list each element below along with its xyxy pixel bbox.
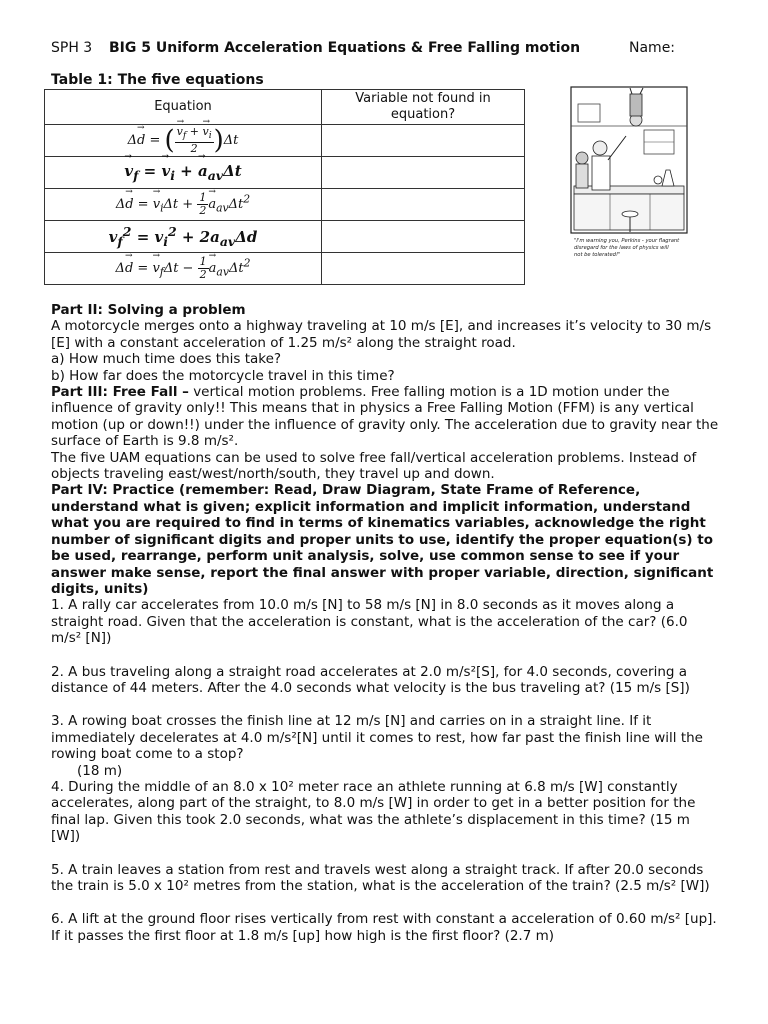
header (51, 40, 751, 60)
question-6: 6. A lift at the ground floor rises vertically from rest with constant a acceleration of 0.60 m/s² [up]. If it passes the first floor at 1.8 m/s [up] how high is the first floor? (2.7 m) (51, 911, 717, 944)
spacer (51, 696, 721, 713)
part3-text2: The five UAM equations can be used to solve free fall/vertical acceleration problems. Instead of objects traveling east/west/north/south, they travel up and down. (51, 449, 697, 483)
worksheet-title: BIG 5 Uniform Acceleration Equations & Free Falling motion (109, 40, 581, 56)
part2-heading: Part II: Solving a problem (51, 302, 246, 318)
equation-1: Δ→ d = ( → $\frac{v_f + \to v_i}{2}$ )Δt (128, 133, 239, 148)
table-row (45, 189, 525, 221)
equation-cell (45, 125, 322, 157)
answer-cell[interactable] (322, 125, 525, 157)
table-caption: Table 1: The five equations (51, 72, 264, 88)
equation-5: Δ→ d = → $v_f\Delta t$ − $\frac{1}{2}$ → $a_{av}\Delta t^2$ (116, 261, 251, 276)
variable-column-header: Variable not found in equation? (322, 90, 525, 125)
table-row (45, 157, 525, 189)
table-row (45, 125, 525, 157)
table-row (45, 221, 525, 253)
answer-cell[interactable] (322, 253, 525, 285)
equation-cell (45, 157, 322, 189)
cartoon-caption-line2: disregard for the laws of physics will (574, 245, 669, 251)
part2-question-a: a) How much time does this take? (51, 351, 282, 368)
cartoon-caption-line3: not be tolerated!" (574, 252, 621, 258)
equation-2: → $v_f$ = → $v_i$ + → $a_{av}\Delta t$ (124, 165, 241, 180)
part3-heading: Part III: Free Fall – (51, 384, 189, 401)
part2-text: A motorcycle merges onto a highway traveling at 10 m/s [E], and increases it’s velocity to 30 m/s [E] with a constant acceleration of 1.25 m/s² along the straight road. (51, 318, 712, 351)
equation-cell (45, 221, 322, 253)
part2-question-b: b) How far does the motorcycle travel in this time? (51, 367, 395, 384)
question-5: 5. A train leaves a station from rest and travels west along a straight track. If after 20.0 seconds the train is 5.0 x 10² metres from the station, what is the acceleration of the train? (2.5 m/s² [W]) (51, 861, 710, 894)
question-3-answer: (18 m) (77, 762, 123, 779)
part3-text: vertical motion problems. Free falling motion is a 1D motion under the influence of gravity only!! This means that in physics a Free Falling Motion (FFM) is any vertical motion (up or down!!) under the influence of gravity only. The acceleration due to gravity near the surface of Earth is 9.8 m/s². (51, 384, 719, 450)
course-code: SPH 3 (51, 40, 93, 56)
table-row (45, 253, 525, 285)
spacer (51, 894, 721, 911)
equation-3: Δ→ d = → $v_i\Delta t$ + $\frac{1}{2}$ → $a_{av}\Delta t^2$ (116, 197, 250, 212)
cartoon-caption-line1: "I'm warning you, Perkins - your flagrant (574, 238, 680, 244)
answer-cell[interactable] (322, 189, 525, 221)
cartoon-illustration (570, 86, 688, 262)
equation-cell (45, 253, 322, 285)
question-1: 1. A rally car accelerates from 10.0 m/s [N] to 58 m/s [N] in 8.0 seconds as it moves along a straight road. Given that the acceleration is constant, what is the acceleration of the car? (6.0 m/s² [N]) (51, 597, 688, 647)
spacer (51, 845, 721, 862)
answer-cell[interactable] (322, 221, 525, 253)
question-3: 3. A rowing boat crosses the finish line at 12 m/s [N] and carries on in a straight line. If it immediately decelerates at 4.0 m/s²[N] until it comes to rest, how far past the finish line will the rowing boat come to a stop? (51, 713, 703, 763)
question-2: 2. A bus traveling along a straight road accelerates at 2.0 m/s²[S], for 4.0 seconds, covering a distance of 44 meters. After the 4.0 seconds what velocity is the bus traveling at? (15 m/s [S]) (51, 663, 690, 696)
equation-column-header: Equation (45, 90, 322, 125)
answer-cell[interactable] (322, 157, 525, 189)
question-4: 4. During the middle of an 8.0 x 10² meter race an athlete running at 6.8 m/s [W] constantly accelerates, along part of the straight, to 8.0 m/s [W] in order to get in a better position for the final lap. Given this took 2.0 seconds, what was the athlete’s displacement in this time? (15 m [W]) (51, 778, 696, 845)
worksheet-body (51, 302, 721, 944)
name-label: Name: (629, 40, 676, 56)
spacer (51, 647, 721, 664)
equation-cell (45, 189, 322, 221)
equations-table (44, 89, 525, 285)
part3-paragraph (51, 384, 721, 450)
part4-heading: Part IV: Practice (remember: Read, Draw Diagram, State Frame of Reference, understand what is given; explicit information and implicit information, understand what you are required to find in terms of kinematics variables, acknowledge the right number of significant digits and proper units to use, identify the proper equation(s) to be used, rearrange, perform unit analysis, solve, use common sense to see if your answer make sense, report the final answer with proper variable, direction, significant digits, units) (51, 482, 714, 597)
equation-4: $v_f^2 = v_i^2 + 2a_{av}\Delta d$ (108, 224, 258, 249)
table-header-row (45, 90, 525, 125)
